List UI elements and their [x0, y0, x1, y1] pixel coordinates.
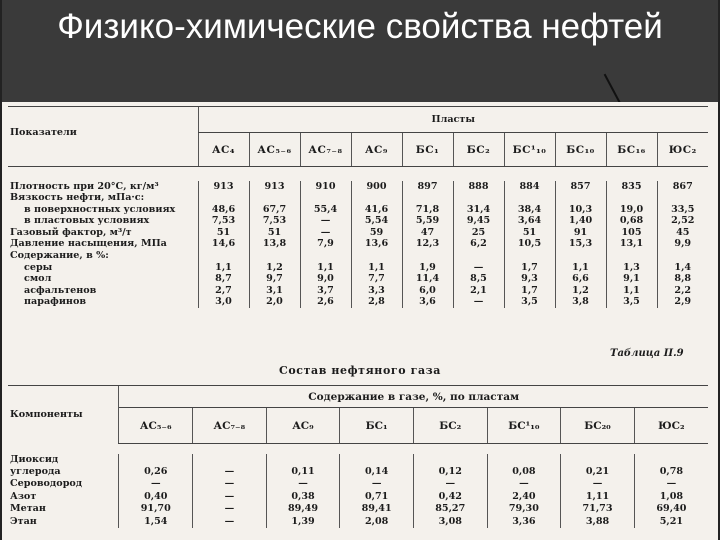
table2-column-header: ЮС₂ [634, 408, 708, 444]
table1-cell: 1,1 [351, 262, 402, 274]
table2-cell: — [193, 466, 267, 478]
table2-cell: 0,78 [634, 466, 708, 478]
table1-cell [249, 250, 300, 262]
table1-cell: 2,6 [300, 296, 351, 308]
table1-row-label: парафинов [24, 296, 87, 308]
table2-cell: — [193, 491, 267, 503]
table1-cell [249, 192, 300, 204]
table1-cell: 1,1 [555, 262, 606, 274]
table1-row [8, 296, 708, 308]
table1-cell: 13,6 [351, 238, 402, 250]
table1-cell [198, 192, 249, 204]
table1-cell: 7,53 [249, 215, 300, 227]
table1-cell: 51 [504, 227, 555, 239]
table1-header-top [8, 107, 708, 133]
table1-row-label: в поверхностных условиях [24, 203, 176, 215]
table1-cell [351, 192, 402, 204]
table1-cell: 5,54 [351, 215, 402, 227]
table1-cell: 9,7 [249, 273, 300, 285]
table1-cell: 835 [606, 181, 657, 193]
table1-cell: 2,7 [198, 285, 249, 297]
table1-column-header: БС¹₁₀ [504, 133, 555, 167]
table1-row-label: Содержание, в %: [10, 250, 109, 262]
table1-cell: 8,7 [198, 273, 249, 285]
table2-column-header: БС₁ [340, 408, 414, 444]
table1-cell: 48,6 [198, 204, 249, 216]
table2-cell: — [193, 478, 267, 490]
table1-cell: 1,4 [657, 262, 708, 274]
table1-cell [300, 250, 351, 262]
table2-row [8, 466, 708, 478]
table2-header-top [8, 386, 708, 408]
table2-row [8, 478, 708, 490]
table2-row [8, 516, 708, 528]
table1-cell: 3,0 [198, 296, 249, 308]
table1-row [8, 262, 708, 274]
table1-cell: 51 [249, 227, 300, 239]
table2-cell [340, 454, 414, 466]
table1-cell: 19,0 [606, 204, 657, 216]
table2-column-header: БС₂₀ [561, 408, 635, 444]
table2-cell: 91,70 [119, 503, 193, 515]
table2-cell: — [193, 503, 267, 515]
table2-cell: 3,88 [561, 516, 635, 528]
table2-row-label: Метан [10, 503, 46, 515]
table1-cell: 1,9 [402, 262, 453, 274]
table1-column-header: БС₁ [402, 133, 453, 167]
table1-cell: 1,40 [555, 215, 606, 227]
table1-spacer [8, 167, 708, 181]
table2-cell: 0,08 [487, 466, 561, 478]
table2-cell: 0,40 [119, 491, 193, 503]
table2-cell: 3,36 [487, 516, 561, 528]
table2-cell: 1,11 [561, 491, 635, 503]
table2-cell: 0,38 [266, 491, 340, 503]
table1-cell: 45 [657, 227, 708, 239]
table1-cell: 41,6 [351, 204, 402, 216]
table2-cell: 0,14 [340, 466, 414, 478]
table1-column-header: АС₄ [198, 133, 249, 167]
slide-title-bar [0, 0, 720, 102]
table2-cell: 89,49 [266, 503, 340, 515]
table1-row [8, 181, 708, 193]
table1-column-header: БС₂ [453, 133, 504, 167]
table2-row-label: Диоксид [10, 453, 59, 465]
table2-cell: 5,21 [634, 516, 708, 528]
table2-cell [561, 454, 635, 466]
table1-spacer-bottom [8, 308, 708, 316]
table2-row-label: Азот [10, 490, 37, 502]
table2-column-header: БС₂ [413, 408, 487, 444]
table1-cell: 913 [249, 181, 300, 193]
scanned-page [0, 102, 720, 540]
table1-cell: 91 [555, 227, 606, 239]
table2-cell: 2,40 [487, 491, 561, 503]
table2-body [8, 454, 708, 528]
table1-cell: 3,3 [351, 285, 402, 297]
table1-cell: 11,4 [402, 273, 453, 285]
table1-cell [453, 192, 504, 204]
table2-cell: — [340, 478, 414, 490]
table1-row-label: смол [24, 273, 52, 285]
table2-row-label: Этан [10, 515, 37, 527]
table1-cell: 9,1 [606, 273, 657, 285]
table1-row-label: Газовый фактор, м³/т [10, 226, 132, 238]
table1-cell: 9,45 [453, 215, 504, 227]
table1-column-header: АС₉ [351, 133, 402, 167]
table2-header-left: Компоненты [8, 386, 119, 444]
table1-cell [504, 192, 555, 204]
table2-cell: — [487, 478, 561, 490]
table2-cell: 0,12 [413, 466, 487, 478]
table1-cell: 857 [555, 181, 606, 193]
table2-cell: 1,39 [266, 516, 340, 528]
table1-cell: 15,3 [555, 238, 606, 250]
table2-row [8, 503, 708, 515]
table1-cell: 7,7 [351, 273, 402, 285]
table1-cell: 1,3 [606, 262, 657, 274]
table1-body [8, 181, 708, 309]
table1-cell: 6,0 [402, 285, 453, 297]
table1-row [8, 192, 708, 204]
table1-cell [453, 250, 504, 262]
table1-cell: 3,5 [504, 296, 555, 308]
table1-cell: 2,8 [351, 296, 402, 308]
left-edge-line [0, 0, 2, 540]
table2-cell: — [119, 478, 193, 490]
table1-row-label: Вязкость нефти, мПа·с: [10, 192, 145, 204]
table2-title: Состав нефтяного газа [278, 364, 442, 377]
table2-column-header: БС¹₁₀ [487, 408, 561, 444]
table1-cell: 47 [402, 227, 453, 239]
oil-properties-table [8, 106, 708, 316]
table2-column-header: АС₉ [266, 408, 340, 444]
table1-cell: — [453, 262, 504, 274]
table2-cell [119, 454, 193, 466]
table1-cell: 2,2 [657, 285, 708, 297]
table2-cell: — [266, 478, 340, 490]
table1-cell: 14,6 [198, 238, 249, 250]
table2-cell: — [634, 478, 708, 490]
table2-header-group: Содержание в газе, %, по пластам [119, 386, 708, 408]
table2-cell: 69,40 [634, 503, 708, 515]
table1-cell: 1,1 [606, 285, 657, 297]
table1-cell: 2,9 [657, 296, 708, 308]
table1-column-header: БС₁₀ [555, 133, 606, 167]
table1-cell: 884 [504, 181, 555, 193]
slide-title: Физико-химические свойства нефтей [57, 7, 663, 46]
table1-row [8, 204, 708, 216]
table1-row-label: в пластовых условиях [24, 215, 150, 227]
table2-row [8, 454, 708, 466]
table1-cell: 2,0 [249, 296, 300, 308]
table2-cell [634, 454, 708, 466]
table2-caption: Таблица II.9 [610, 348, 684, 359]
table1-cell: 71,8 [402, 204, 453, 216]
table1-cell: 3,8 [555, 296, 606, 308]
table1-cell: 67,7 [249, 204, 300, 216]
table1-cell: 1,1 [198, 262, 249, 274]
table1-cell: 3,1 [249, 285, 300, 297]
table2-cell [266, 454, 340, 466]
table1-cell: 7,53 [198, 215, 249, 227]
table1-cell: — [453, 296, 504, 308]
table1-cell [351, 250, 402, 262]
table1-row-label: асфальтенов [24, 284, 97, 296]
table1-cell: 0,68 [606, 215, 657, 227]
table1-cell: 9,9 [657, 238, 708, 250]
table2-cell [487, 454, 561, 466]
table2-cell [193, 454, 267, 466]
table1-row [8, 285, 708, 297]
table1-cell: — [300, 227, 351, 239]
table1-cell: 5,59 [402, 215, 453, 227]
table1-row [8, 238, 708, 250]
table1-cell: 7,9 [300, 238, 351, 250]
table2-row-label: Сероводород [10, 478, 83, 490]
table2-cell: 85,27 [413, 503, 487, 515]
table1-column-header: ЮС₂ [657, 133, 708, 167]
table2-cell: 79,30 [487, 503, 561, 515]
table2-cell: 0,21 [561, 466, 635, 478]
table1-cell: 3,7 [300, 285, 351, 297]
table1-cell: 10,3 [555, 204, 606, 216]
table1-cell: 3,5 [606, 296, 657, 308]
table2-cell: — [561, 478, 635, 490]
table1-cell [657, 250, 708, 262]
table1-cell: 1,2 [249, 262, 300, 274]
table1-cell [606, 250, 657, 262]
table2-cell: 1,08 [634, 491, 708, 503]
table2-cell: 0,42 [413, 491, 487, 503]
table1-cell: 33,5 [657, 204, 708, 216]
table1-row [8, 250, 708, 262]
table1-cell: 9,0 [300, 273, 351, 285]
table1-cell: 8,5 [453, 273, 504, 285]
table1-cell: 2,52 [657, 215, 708, 227]
table1-cell: 31,4 [453, 204, 504, 216]
table2-cell: 2,08 [340, 516, 414, 528]
table1-cell: 13,1 [606, 238, 657, 250]
table1-cell [657, 192, 708, 204]
table2-cell: 0,26 [119, 466, 193, 478]
table1-header-group: Пласты [198, 107, 708, 133]
table1-cell: 897 [402, 181, 453, 193]
table1-cell: 3,6 [402, 296, 453, 308]
table2-column-header: АС₇₋₈ [193, 408, 267, 444]
table1-cell: 913 [198, 181, 249, 193]
table1-cell: 1,2 [555, 285, 606, 297]
table1-cell: 25 [453, 227, 504, 239]
table2-cell: 3,08 [413, 516, 487, 528]
table1-cell: 6,6 [555, 273, 606, 285]
table1-cell [198, 250, 249, 262]
gas-composition-table [8, 385, 708, 528]
table1-cell: 51 [198, 227, 249, 239]
table1-cell [555, 192, 606, 204]
table1-cell: 9,3 [504, 273, 555, 285]
table1-cell: 12,3 [402, 238, 453, 250]
table1-cell: 888 [453, 181, 504, 193]
table1-cell: 1,7 [504, 262, 555, 274]
table1-header-left: Показатели [8, 107, 198, 167]
table1-cell: 900 [351, 181, 402, 193]
table1-cell [402, 250, 453, 262]
table1-row-label: Плотность при 20°С, кг/м³ [10, 180, 159, 192]
table1-cell: 59 [351, 227, 402, 239]
table2-cell [413, 454, 487, 466]
table1-cell [504, 250, 555, 262]
table2-column-header: АС₅₋₆ [119, 408, 193, 444]
table2-row [8, 491, 708, 503]
table1-column-header: АС₇₋₈ [300, 133, 351, 167]
table1-row-label: серы [24, 261, 53, 273]
table1-cell: 13,8 [249, 238, 300, 250]
table1-cell: 1,1 [300, 262, 351, 274]
table1-cell: 8,8 [657, 273, 708, 285]
table1-row [8, 215, 708, 227]
table2-cell: 89,41 [340, 503, 414, 515]
table2-cell: 0,11 [266, 466, 340, 478]
table1-cell: 3,64 [504, 215, 555, 227]
table1-cell: 105 [606, 227, 657, 239]
table2-cell: 0,71 [340, 491, 414, 503]
table1-cell [555, 250, 606, 262]
table1-cell: 867 [657, 181, 708, 193]
table1-cell: 38,4 [504, 204, 555, 216]
table1-cell: 2,1 [453, 285, 504, 297]
table1-row [8, 227, 708, 239]
table2-cell: — [413, 478, 487, 490]
table2-cell: — [193, 516, 267, 528]
table1-cell: 10,5 [504, 238, 555, 250]
table1-row-label: Давление насыщения, МПа [10, 238, 167, 250]
table1-cell: 55,4 [300, 204, 351, 216]
table1-cell [300, 192, 351, 204]
table1-cell: 910 [300, 181, 351, 193]
table2-cell: 71,73 [561, 503, 635, 515]
table1-cell [606, 192, 657, 204]
table1-cell [402, 192, 453, 204]
table1-column-header: АС₅₋₆ [249, 133, 300, 167]
table2-cell: 1,54 [119, 516, 193, 528]
table1-row [8, 273, 708, 285]
table2-row-label: углерода [10, 465, 61, 477]
table1-column-header: БС₁₆ [606, 133, 657, 167]
table2-spacer [8, 444, 708, 454]
table1-cell: 6,2 [453, 238, 504, 250]
table1-cell: 1,7 [504, 285, 555, 297]
table1-cell: — [300, 215, 351, 227]
